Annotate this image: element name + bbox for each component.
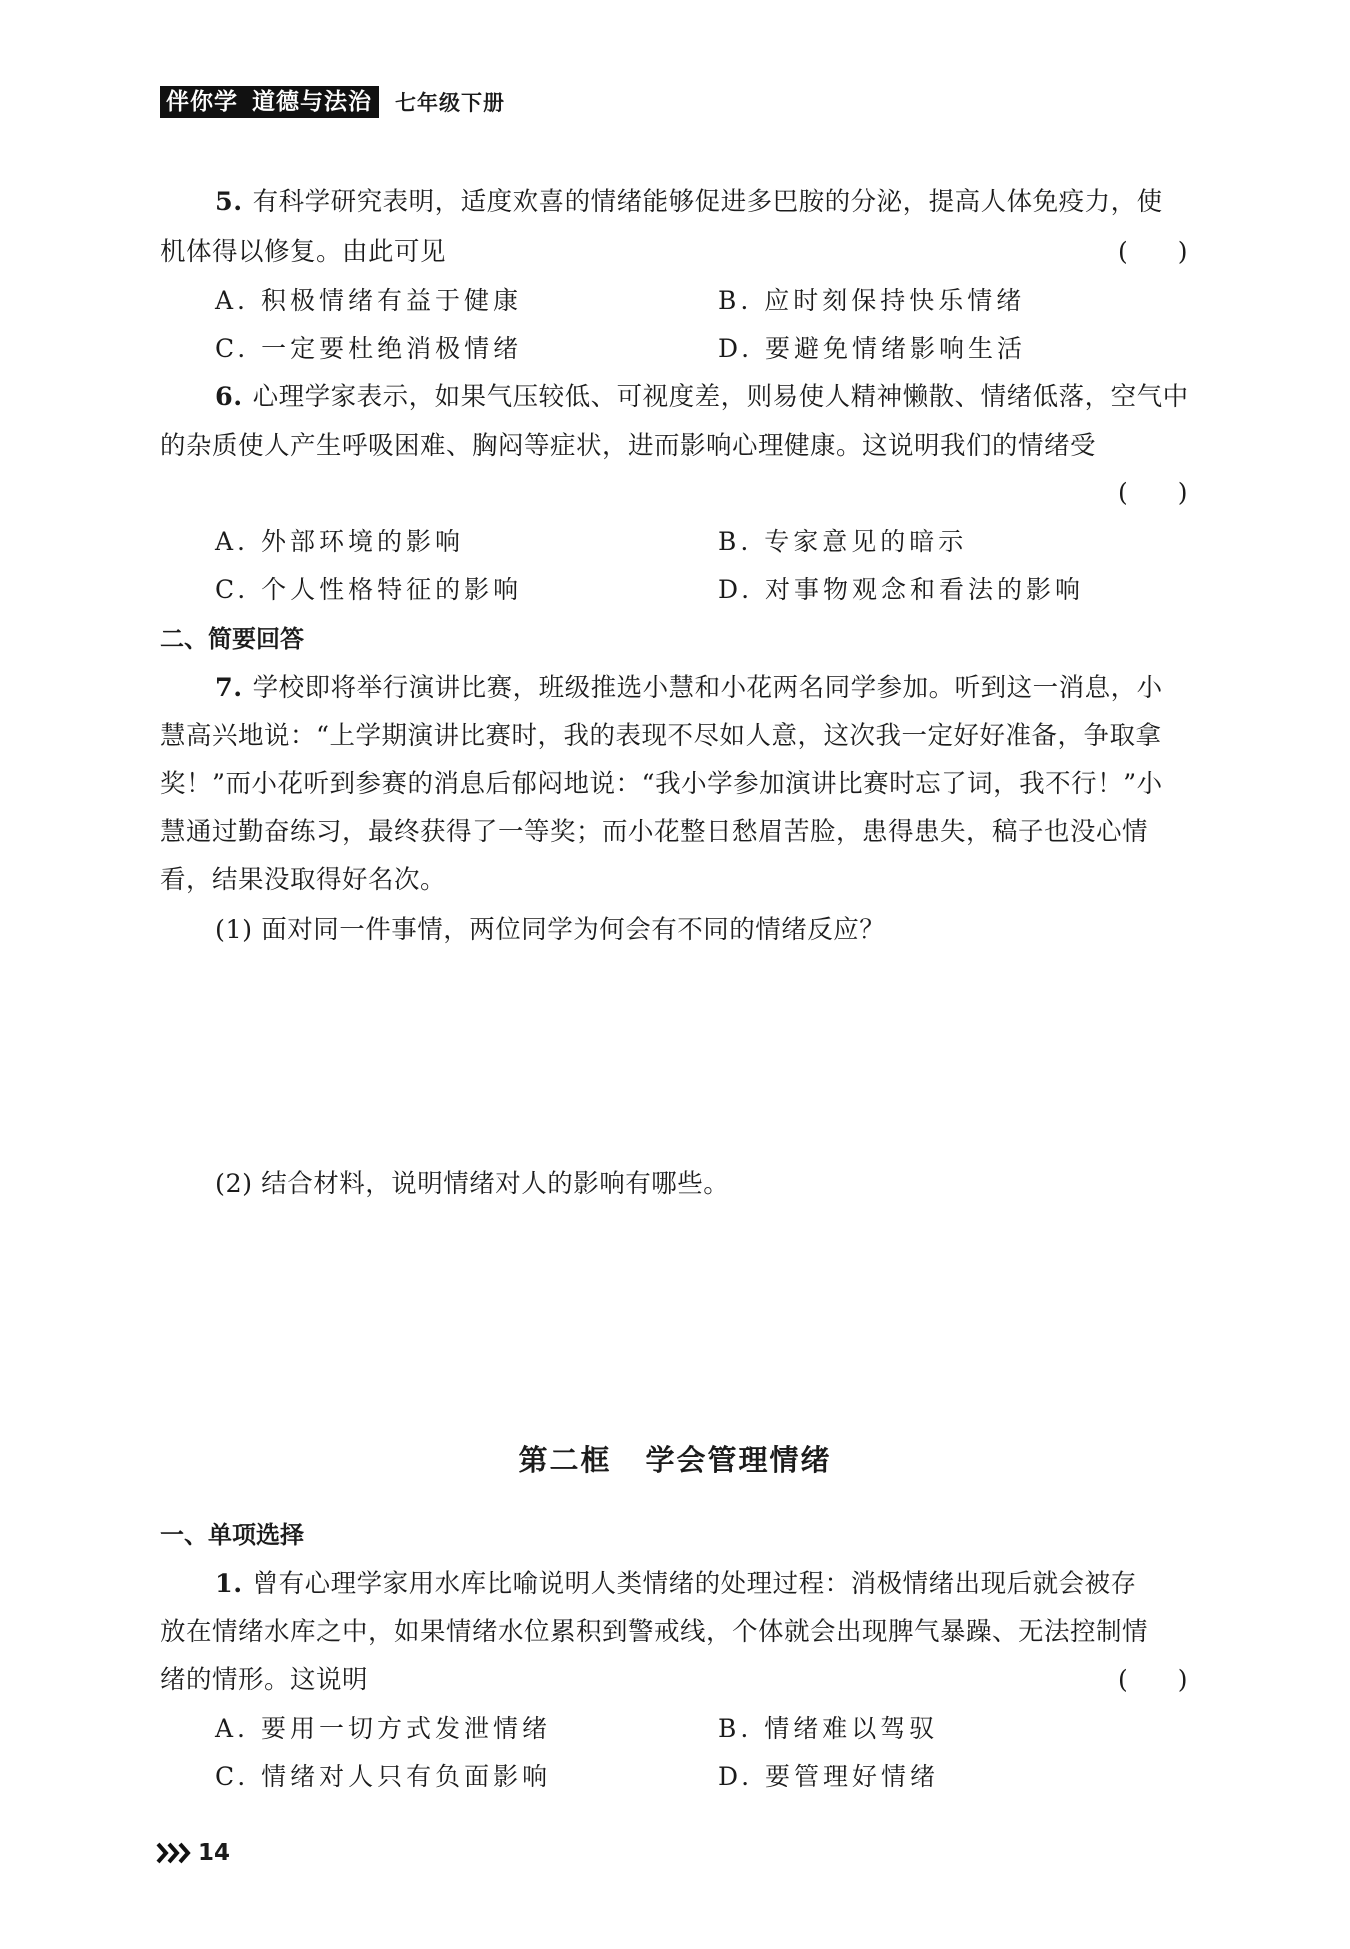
q1-line2: 放在情绪水库之中，如果情绪水位累积到警戒线，个体就会出现脾气暴躁、无法控制情 [160,1617,1149,1647]
q5-option-d[interactable]: D. 要避免情绪影响生活 [718,334,1027,363]
triple-chevron-icon [156,1841,194,1865]
q7-line5: 看，结果没取得好名次。 [160,865,447,895]
q5-option-b[interactable]: B. 应时刻保持快乐情绪 [718,286,1026,315]
q6-line1: 6. 心理学家表示，如果气压较低、可视度差，则易使人精神懒散、情绪低落，空气中 [215,382,1189,412]
grade-label: 七年级下册 [395,90,505,115]
q7-line1: 7. 学校即将举行演讲比赛，班级推选小慧和小花两名同学参加。听到这一消息，小 [215,673,1163,703]
q7-subquestion-2: (2) 结合材料，说明情绪对人的影响有哪些。 [215,1169,730,1199]
q1-line3: 绪的情形。这说明 [160,1665,369,1695]
q1-answer-paren[interactable]: ( ) [1118,1665,1188,1694]
q6-option-c[interactable]: C. 个人性格特征的影响 [215,575,523,604]
q1-option-d[interactable]: D. 要管理好情绪 [718,1762,940,1791]
section-single-choice: 一、单项选择 [160,1521,304,1549]
q1-option-a[interactable]: A. 要用一切方式发泄情绪 [215,1714,551,1743]
q7-subquestion-1: (1) 面对同一件事情，两位同学为何会有不同的情绪反应？ [215,915,886,945]
subject-name: 道德与法治 [252,89,372,115]
section-short-answer: 二、简要回答 [160,625,304,653]
q1-line1: 1. 曾有心理学家用水库比喻说明人类情绪的处理过程：消极情绪出现后就会被存 [215,1569,1137,1599]
q6-answer-paren[interactable]: ( ) [1118,478,1188,507]
q5-answer-paren[interactable]: ( ) [1118,237,1188,266]
q7-line4: 慧通过勤奋练习，最终获得了一等奖；而小花整日愁眉苦脸，患得患失，稿子也没心情 [160,817,1149,847]
q5-number: 5. [215,187,243,217]
q5-option-a[interactable]: A. 积极情绪有益于健康 [215,286,522,315]
q6-option-b[interactable]: B. 专家意见的暗示 [718,527,968,556]
q5-line2: 机体得以修复。由此可见 [160,237,447,267]
q7-number: 7. [215,673,243,703]
q6-option-d[interactable]: D. 对事物观念和看法的影响 [718,575,1085,604]
q1-option-c[interactable]: C. 情绪对人只有负面影响 [215,1762,552,1791]
q5-line1: 5. 有科学研究表明，适度欢喜的情绪能够促进多巴胺的分泌，提高人体免疫力，使 [215,187,1163,217]
series-name: 伴你学 [166,89,238,115]
book-badge [160,86,379,118]
running-header [160,86,505,118]
q1-number: 1. [215,1569,243,1599]
page-footer [156,1840,230,1866]
q1-option-b[interactable]: B. 情绪难以驾驭 [718,1714,939,1743]
lesson-title: 第二框 学会管理情绪 [518,1443,832,1477]
page-number: 14 [198,1840,231,1866]
q6-number: 6. [215,382,243,412]
q6-line2: 的杂质使人产生呼吸困难、胸闷等症状，进而影响心理健康。这说明我们的情绪受 [160,431,1097,461]
q7-line2: 慧高兴地说：“上学期演讲比赛时，我的表现不尽如人意，这次我一定好好准备，争取拿 [160,721,1162,751]
q5-option-c[interactable]: C. 一定要杜绝消极情绪 [215,334,523,363]
q7-line3: 奖！”而小花听到参赛的消息后郁闷地说：“我小学参加演讲比赛时忘了词，我不行！”小 [160,769,1163,799]
q6-option-a[interactable]: A. 外部环境的影响 [215,527,464,556]
